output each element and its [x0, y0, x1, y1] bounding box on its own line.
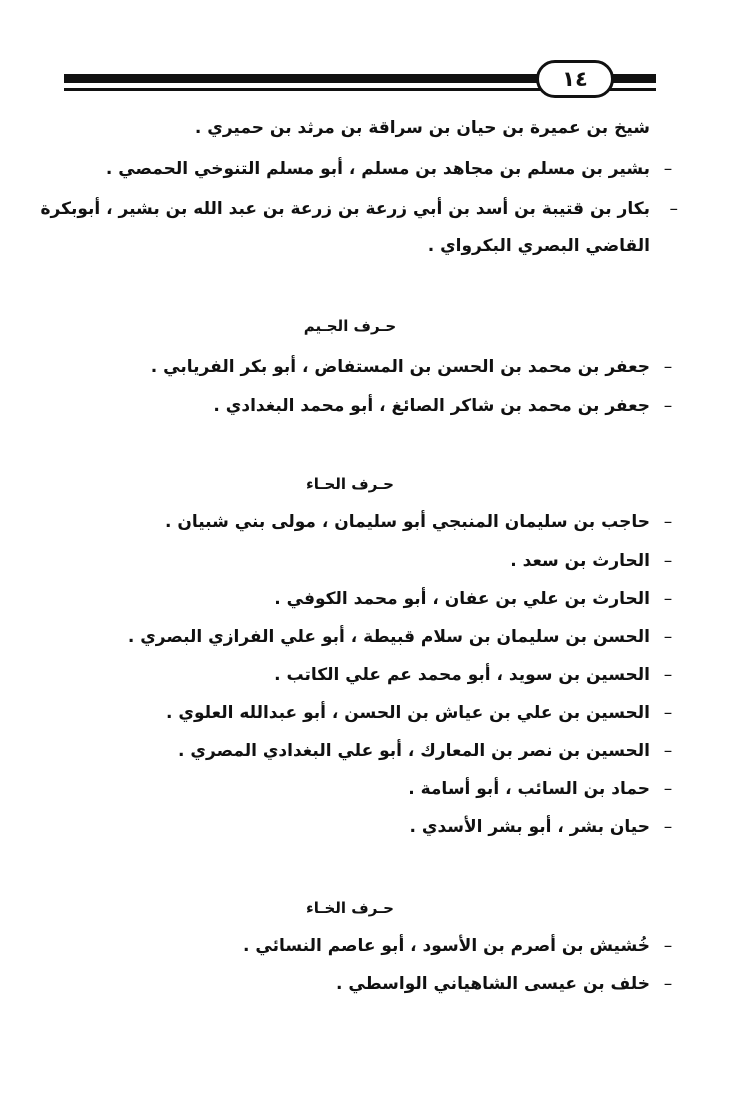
list-item-continuation: القاضي البصري البكرواي .: [427, 236, 650, 256]
list-item: – حيان بشر ، أبو بشر الأسدي .: [40, 813, 650, 841]
list-item: – بشير بن مسلم بن مجاهد بن مسلم ، أبو مسلم التنوخي الحمصي .: [40, 155, 650, 183]
list-item: – الحسين بن نصر بن المعارك ، أبو علي البغدادي المصري .: [40, 737, 650, 765]
list-item: – الحسين بن سويد ، أبو محمد عم علي الكاتب .: [40, 661, 650, 689]
list-dash: –: [663, 665, 673, 685]
list-dash: –: [663, 627, 673, 647]
section-heading: حـرف الخـاء: [306, 899, 394, 917]
list-dash: –: [663, 741, 673, 761]
list-dash: –: [663, 974, 673, 994]
list-dash: –: [663, 159, 673, 179]
section-heading: حـرف الجـيم: [303, 317, 397, 335]
continuation-line: شيخ بن عميرة بن حيان بن سراقة بن مرثد بن حميري .: [194, 118, 650, 138]
list-item: – جعفر بن محمد بن الحسن بن المستفاض ، أبو بكر الفريابي .: [40, 353, 650, 381]
list-item: – جعفر بن محمد بن شاكر الصائغ ، أبو محمد البغدادي .: [40, 392, 650, 420]
list-dash: –: [663, 551, 673, 571]
list-item: – الحسين بن علي بن عياش بن الحسن ، أبو عبدالله العلوي .: [40, 699, 650, 727]
list-dash: –: [663, 396, 673, 416]
list-item: – الحسن بن سليمان بن سلام قبيطة ، أبو علي الفرازي البصري .: [40, 623, 650, 651]
list-item: – الحارث بن سعد .: [40, 547, 650, 575]
list-item: – الحارث بن علي بن عفان ، أبو محمد الكوفي .: [40, 585, 650, 613]
list-dash: –: [663, 703, 673, 723]
list-dash: –: [663, 357, 673, 377]
list-dash: –: [663, 589, 673, 609]
list-item: – بكار بن قتيبة بن أسد بن أبي زرعة بن زرعة بن عبد الله بن بشير ، أبوبكرة: [62, 195, 650, 223]
list-dash: –: [663, 512, 673, 532]
list-dash: –: [663, 936, 673, 956]
list-item: – حماد بن السائب ، أبو أسامة .: [40, 775, 650, 803]
page-number: ١٤: [536, 60, 614, 98]
section-heading: حـرف الحـاء: [306, 475, 394, 493]
list-dash: –: [663, 779, 673, 799]
list-dash: –: [669, 199, 678, 219]
list-item: – خُشيش بن أصرم بن الأسود ، أبو عاصم النسائي .: [40, 932, 650, 960]
list-item: – خلف بن عيسى الشاهياني الواسطي .: [40, 970, 650, 998]
list-dash: –: [663, 817, 673, 837]
list-item: – حاجب بن سليمان المنبجي أبو سليمان ، مولى بني شبيان .: [40, 508, 650, 536]
